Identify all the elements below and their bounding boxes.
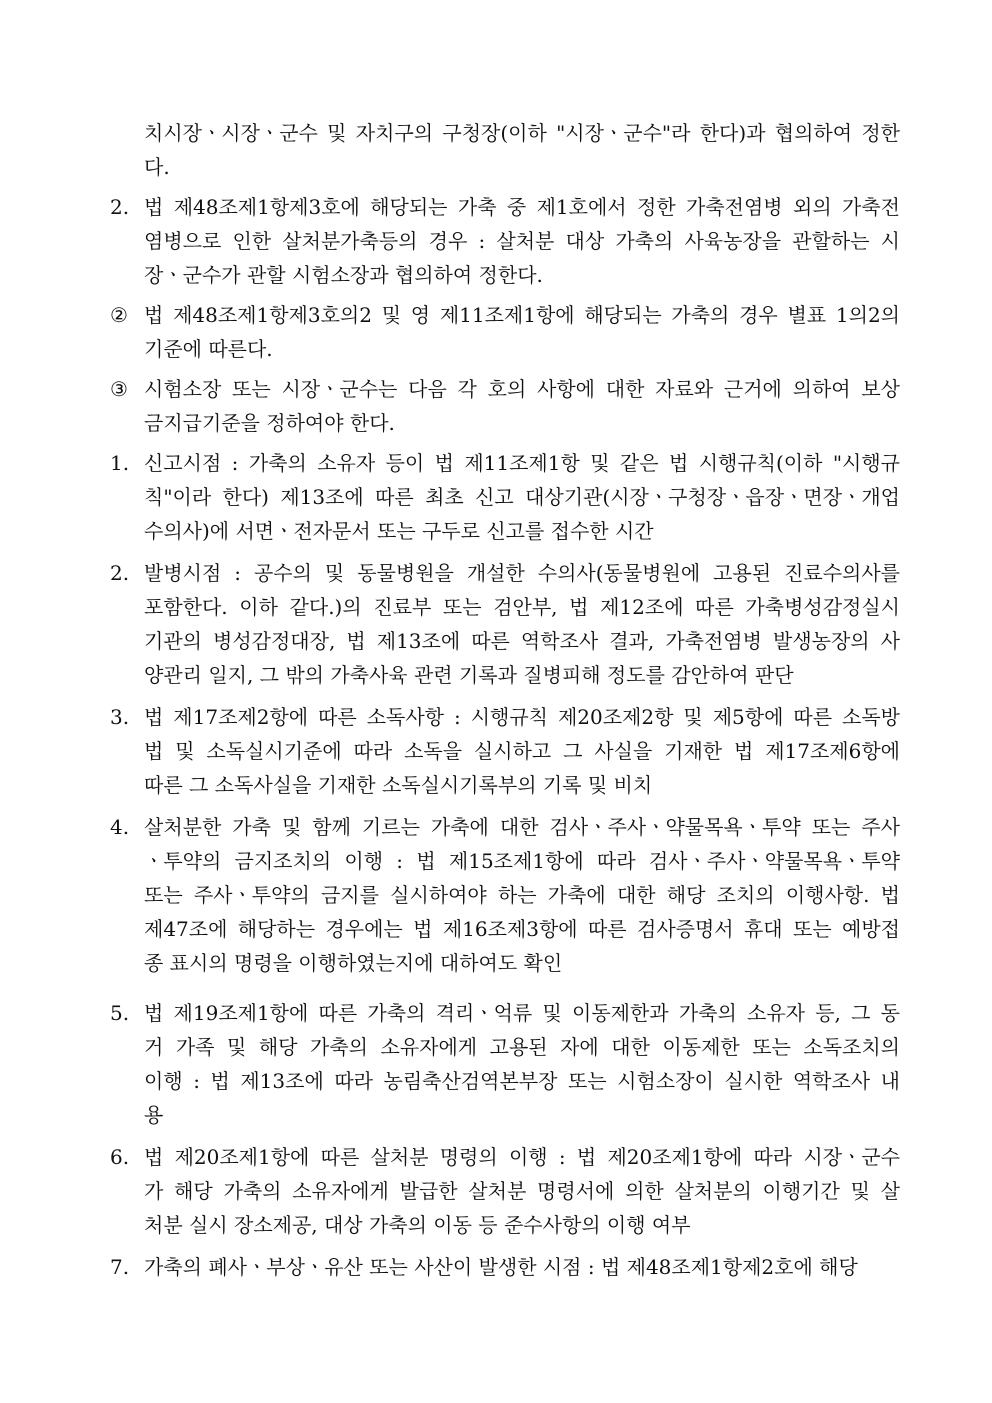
list-marker <box>110 946 144 980</box>
line-text: 치시장ㆍ시장ㆍ군수 및 자치구의 구청장(이하 "시장ㆍ군수"라 한다)과 협의하여 정한 <box>144 121 900 145</box>
list-marker: 6. <box>110 1145 130 1169</box>
line-text: 기관의 병성감정대장, 법 제13조에 따른 역학조사 결과, 가축전염병 발생농장의 사 <box>144 629 900 653</box>
line-text: 살처분한 가축 및 함께 기르는 가축에 대한 검사ㆍ주사ㆍ약물목욕ㆍ투약 또는 주사 <box>144 815 900 839</box>
list-marker <box>110 514 144 548</box>
line-text: 법 제17조제2항에 따른 소독사항 : 시행규칙 제20조제2항 및 제5항에 따른 소독방 <box>144 705 900 729</box>
text-line <box>110 590 900 624</box>
text-line <box>110 878 900 912</box>
text-line <box>110 332 900 366</box>
text-line <box>110 1030 900 1064</box>
list-marker <box>110 768 144 802</box>
list-marker: 2. <box>110 195 130 219</box>
line-text: 법 제48조제1항제3호에 해당되는 가축 중 제1호에서 정한 가축전염병 외의 가축전 <box>144 195 900 219</box>
list-marker <box>110 1174 144 1208</box>
list-marker <box>110 1208 144 1242</box>
paragraph <box>110 700 900 802</box>
list-marker <box>110 878 144 912</box>
line-text: 시험소장 또는 시장ㆍ군수는 다음 각 호의 사항에 대한 자료와 근거에 의하여 보상 <box>144 377 900 401</box>
text-line <box>110 116 900 150</box>
list-marker: 1. <box>110 451 130 475</box>
text-line <box>110 624 900 658</box>
line-text: 법 제20조제1항에 따른 살처분 명령의 이행 : 법 제20조제1항에 따라 시장ㆍ군수 <box>144 1145 900 1169</box>
text-line <box>110 514 900 548</box>
text-line <box>110 1064 900 1098</box>
text-line <box>110 372 900 406</box>
text-line <box>110 1174 900 1208</box>
line-text: 포함한다. 이하 같다.)의 진료부 또는 검안부, 법 제12조에 따른 가축병성감정실시 <box>144 595 900 619</box>
line-text: 장ㆍ군수가 관할 시험소장과 협의하여 정한다. <box>144 263 543 287</box>
list-marker: 5. <box>110 1001 130 1025</box>
text-line <box>110 658 900 692</box>
paragraph <box>110 190 900 292</box>
text-line <box>110 1140 900 1174</box>
text-line <box>110 912 900 946</box>
paragraph <box>110 996 900 1132</box>
list-marker: 2. <box>110 561 130 585</box>
line-text: 용 <box>144 1103 164 1127</box>
list-marker <box>110 624 144 658</box>
list-marker <box>110 734 144 768</box>
text-line <box>110 700 900 734</box>
text-line <box>110 844 900 878</box>
text-line <box>110 1208 900 1242</box>
line-text: ㆍ투약의 금지조치의 이행 : 법 제15조제1항에 따라 검사ㆍ주사ㆍ약물목욕ㆍ투약 <box>144 849 900 873</box>
paragraph <box>110 1250 900 1284</box>
list-marker: ② <box>110 303 128 327</box>
list-marker <box>110 224 144 258</box>
paragraph <box>110 810 900 980</box>
line-text: 수의사)에 서면ㆍ전자문서 또는 구두로 신고를 접수한 시간 <box>144 519 654 543</box>
line-text: 또는 주사ㆍ투약의 금지를 실시하여야 하는 가축에 대한 해당 조치의 이행사항. 법 <box>144 883 900 907</box>
text-line <box>110 224 900 258</box>
list-marker: 4. <box>110 815 130 839</box>
list-marker: ③ <box>110 377 128 401</box>
text-line <box>110 480 900 514</box>
list-marker <box>110 406 144 440</box>
line-text: 거 가족 및 해당 가축의 소유자에게 고용된 자에 대한 이동제한 또는 소독조치의 <box>144 1035 900 1059</box>
paragraph <box>110 446 900 548</box>
text-line <box>110 190 900 224</box>
paragraph <box>110 116 900 184</box>
list-marker: 7. <box>110 1255 130 1279</box>
line-text: 칙"이라 한다) 제13조에 따른 최초 신고 대상기관(시장ㆍ구청장ㆍ읍장ㆍ면장ㆍ개업 <box>144 485 900 509</box>
text-line <box>110 446 900 480</box>
list-marker <box>110 1098 144 1132</box>
paragraph <box>110 556 900 692</box>
list-marker <box>110 332 144 366</box>
line-text: 따른 그 소독사실을 기재한 소독실시기록부의 기록 및 비치 <box>144 773 653 797</box>
line-text: 법 및 소독실시기준에 따라 소독을 실시하고 그 사실을 기재한 법 제17조제6항에 <box>144 739 900 763</box>
list-marker <box>110 116 144 150</box>
text-line <box>110 406 900 440</box>
text-line <box>110 996 900 1030</box>
line-text: 법 제19조제1항에 따른 가축의 격리ㆍ억류 및 이동제한과 가축의 소유자 등, 그 동 <box>144 1001 900 1025</box>
line-text: 법 제48조제1항제3호의2 및 영 제11조제1항에 해당되는 가축의 경우 별표 1의2의 <box>144 303 900 327</box>
list-marker <box>110 658 144 692</box>
text-line <box>110 556 900 590</box>
line-text: 처분 실시 장소제공, 대상 가축의 이동 등 준수사항의 이행 여부 <box>144 1213 691 1237</box>
list-marker <box>110 590 144 624</box>
line-text: 다. <box>144 155 170 179</box>
line-text: 기준에 따른다. <box>144 337 273 361</box>
list-marker <box>110 480 144 514</box>
text-line <box>110 734 900 768</box>
line-text: 신고시점 : 가축의 소유자 등이 법 제11조제1항 및 같은 법 시행규칙(이하 "시행규 <box>144 451 900 475</box>
list-marker <box>110 844 144 878</box>
line-text: 양관리 일지, 그 밖의 가축사육 관련 기록과 질병피해 정도를 감안하여 판단 <box>144 663 794 687</box>
line-text: 가축의 폐사ㆍ부상ㆍ유산 또는 사산이 발생한 시점 : 법 제48조제1항제2호에 해당 <box>144 1255 858 1279</box>
text-line <box>110 150 900 184</box>
list-marker <box>110 912 144 946</box>
paragraph <box>110 1140 900 1242</box>
line-text: 종 표시의 명령을 이행하였는지에 대하여도 확인 <box>144 951 563 975</box>
line-text: 가 해당 가축의 소유자에게 발급한 살처분 명령서에 의한 살처분의 이행기간 및 살 <box>144 1179 900 1203</box>
line-text: 발병시점 : 공수의 및 동물병원을 개설한 수의사(동물병원에 고용된 진료수의사를 <box>144 561 900 585</box>
text-line <box>110 946 900 980</box>
list-marker <box>110 1030 144 1064</box>
line-text: 이행 : 법 제13조에 따라 농림축산검역본부장 또는 시험소장이 실시한 역학조사 내 <box>144 1069 900 1093</box>
text-line <box>110 298 900 332</box>
list-marker <box>110 1064 144 1098</box>
text-line <box>110 1250 900 1284</box>
line-text: 금지급기준을 정하여야 한다. <box>144 411 395 435</box>
list-marker <box>110 258 144 292</box>
list-marker: 3. <box>110 705 130 729</box>
paragraph <box>110 298 900 366</box>
list-marker <box>110 150 144 184</box>
text-line <box>110 810 900 844</box>
paragraph <box>110 372 900 440</box>
text-line <box>110 768 900 802</box>
line-text: 염병으로 인한 살처분가축등의 경우 : 살처분 대상 가축의 사육농장을 관할하는 시 <box>144 229 900 253</box>
text-line <box>110 258 900 292</box>
text-line <box>110 1098 900 1132</box>
line-text: 제47조에 해당하는 경우에는 법 제16조제3항에 따른 검사증명서 휴대 또는 예방접 <box>144 917 900 941</box>
